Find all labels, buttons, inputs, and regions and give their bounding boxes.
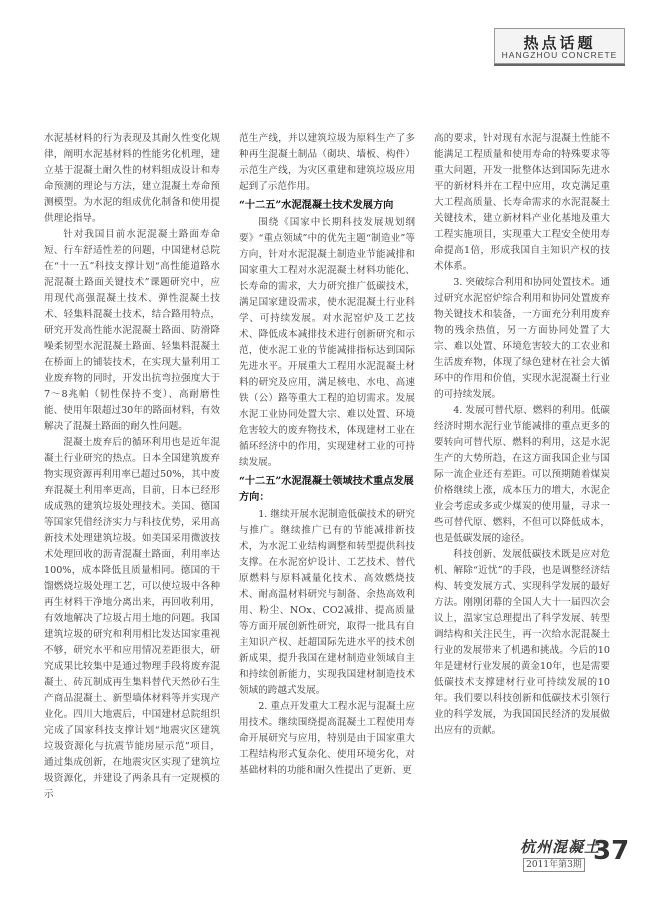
paragraph: 水泥基材料的行为表现及其耐久性变化规律，阐明水泥基材料的性能劣化机理，建立基于混凝土耐久性的材料组成设计和寿命预测的理论与方法，建立混凝土寿命预测模型。为水泥的组成优化制备和使用提供理论指导。 [44,133,220,224]
paragraph: 2. 重点开发重大工程水泥与混凝土应用技术。继续围绕提高混凝土工程使用寿命开展研究与应用，特别是由于国家重大工程结构形式复杂化、使用环境劣化，对基础材料的功能和耐久性提出了更新、更 [239,701,415,776]
section-header [494,28,625,64]
paragraph: 高的要求，针对现有水泥与混凝土性能不能满足工程质量和使用寿命的特殊要求等重大问题，开发一批整体达到国际先进水平的新材料并在工程中应用，攻克满足重大工程高质量、长寿命需求的水泥混凝土关键技术，建立新材料产业化基地及重大工程实施项目，实现重大工程安全使用寿命提高1倍，形成我国自主知识产权的技术体系。 [434,133,610,272]
paragraph: 针对我国目前水泥混凝土路面寿命短、行车舒适性差的问题，中国建材总院在“十一五”科技支撑计划“高性能道路水泥混凝土路面关键技术”课题研究中，应用现代高强混凝土技术、弹性混凝土技术、轻集料混凝土技术，结合路用特点，研究开发高性能水泥混凝土路面、防滑降噪柔韧型水泥混凝土路面、轻集料混凝土在桥面上的铺装技术，在实现大量利用工业废弃物的同时，开发出抗弯拉强度大于7～8兆帕（韧性保持不变）、高耐磨性能、使用年限超过30年的路面材料，有效解决了混凝土路面的耐久性问题。 [44,229,220,432]
paragraph: 围绕《国家中长期科技发展规划纲要》“重点领域”中的优先主题“制造业”等方向，针对水泥混凝土制造业节能减排和国家重大工程对水泥混凝土材料功能化、长寿命的需求，大力研究推广低碳技术，满足国家建设需求，使水泥混凝土行业科学、可持续发展。对水泥窑炉及工艺技术、降低成本减排技术进行创新研究和示范，使水泥工业的节能减排指标达到国际先进水平。开展重大工程用水泥混凝土材料的研究及应用，满足核电、水电、高速铁（公）路等重大工程的迫切需求。发展水泥工业协同处置大宗、难以处置、环境危害较大的废弃物技术，体现建材工业在循环经济中的作用，实现建材工业的可持续发展。 [239,217,415,468]
section-title: 热点话题 [523,34,596,52]
paragraph: 混凝土废弃后的循环利用也是近年混凝土行业研究的热点。日本全国建筑废弃物实现资源再利用率已超过50%，其中废弃混凝土利用率更高，目前，日本已经形成成熟的建筑垃圾处理技术。美国、德国等国家凭借经济实力与科技优势，采用高新技术处理建筑垃圾。如美国采用微波技术处理回收的沥青混凝土路面，利用率达100%，成本降低且质量相同。德国的干馏燃烧垃圾处理工艺，可以使垃圾中各种再生材料干净地分离出来，再回收利用，有效地解决了垃圾占用土地的问题。我国建筑垃圾的研究和利用相比发达国家重视不够，研究水平和应用情况差距很大，研究成果比较集中是通过物理手段将废弃混凝土、砖瓦制成再生集料替代天然砂石生产商品混凝土、新型墙体材料等并实现产业化。四川大地震后，中国建材总院组织完成了国家科技支撑计划“地震灾区建筑垃圾资源化与抗震节能房屋示范”项目，通过集成创新，在地震灾区实现了建筑垃圾资源化，并建设了两条具有一定规模的示 [44,437,220,800]
paragraph: 1. 继续开展水泥制造低碳技术的研究与推广。继续推广已有的节能减排新技术，为水泥工业结构调整和转型提供科技支撑。在水泥窑炉设计、工艺技术、替代原燃料与原料减量化技术、高效燃烧技术、耐高温材料研究与制备、余热高效利用、粉尘、NOx、CO2减排、提高质量等方面开展创新性研究，取得一批具有自主知识产权、赶超国际先进水平的技术创新成果，提升我国在建材制造业领域自主和持续创新能力，实现我国建材制造技术领域的跨越式发展。 [239,509,415,696]
section-heading: “十二五”水泥混凝土技术发展方向 [239,199,394,211]
page-number: 37 [593,836,630,866]
paragraph: 4. 发展可替代原、燃料的利用。低碳经济时期水泥行业节能减排的重点更多的要转向可替代原、燃料的利用，这是水泥生产的大势所趋，在这方面我国企业与国际一流企业还有差距。可以预期随着煤炭价格继续上涨，成本压力的增大，水泥企业会考虑或多或少煤炭的使用量，寻求一些可替代原、燃料，不但可以降低成本，也是低碳发展的途径。 [434,405,610,544]
text-column-left [44,131,220,811]
text-column-middle [239,131,415,811]
text-column-right [434,131,610,811]
paragraph: 3. 突破综合利用和协同处置技术。通过研究水泥窑炉综合利用和协同处置废弃物关键技术和装备，一方面充分利用废弃物的残余热值，另一方面协同处置了大宗、难以处置、环境危害较大的工农业和生活废弃物，体现了绿色建材在社会大循环中的作用和价值，实现水泥混凝土行业的可持续发展。 [434,277,610,400]
issue-label: 2011年第3期 [523,858,585,872]
magazine-logo: 杭州混凝土 [520,838,601,856]
paragraph: 科技创新、发展低碳技术既是应对危机、解除“近忧”的手段，也是调整经济结构、转变发展方式、实现科学发展的最好方法。刚刚闭幕的全国人大十一届四次会议上，温家宝总理提出了科学发展、转型调结构和关注民生，再一次给水泥混凝土行业的发展带来了机遇和挑战。今后的10年是建材行业发展的黄金10年，也是需要低碳技术支撑建材行业可持续发展的10年。我们要以科技创新和低碳技术引领行业的科学发展，为我国国民经济的发展做出应有的贡献。 [434,549,610,736]
section-heading: “十二五”水泥混凝土领域技术重点发展方向： [239,475,414,503]
paragraph: 范生产线，并以建筑垃圾为原料生产了多种再生混凝土制品（砌块、墙板、构件）示范生产线，为灾区重建和建筑垃圾应用起到了示范作用。 [239,133,415,192]
header-divider [494,64,625,66]
section-subtitle: HANGZHOU CONCRETE [501,50,618,60]
